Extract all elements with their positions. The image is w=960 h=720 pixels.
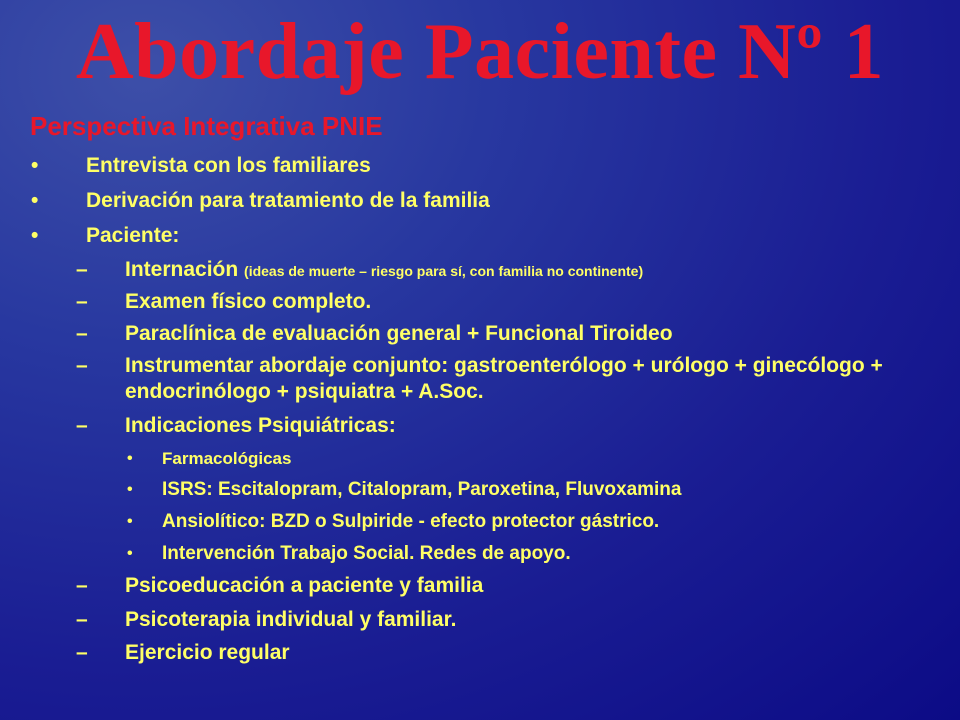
sub-sub-item bbox=[127, 510, 660, 534]
sub-item-text: Psicoeducación a paciente y familia bbox=[125, 574, 484, 597]
sub-sub-item bbox=[127, 542, 571, 566]
sub-item bbox=[76, 289, 372, 315]
sub-item bbox=[76, 321, 673, 347]
bullet-item bbox=[31, 223, 180, 249]
slide-title: Abordaje Paciente Nº 1 bbox=[75, 8, 885, 96]
dash-marker: – bbox=[76, 641, 88, 664]
sub-item-text: Examen físico completo. bbox=[125, 290, 372, 313]
sub-sub-item-text: Farmacológicas bbox=[162, 449, 292, 468]
dash-marker: – bbox=[76, 322, 88, 345]
bullet-item bbox=[31, 188, 490, 214]
sub-item-text: Ejercicio regular bbox=[125, 641, 290, 664]
bullet-marker: • bbox=[31, 154, 39, 177]
bullet-marker: • bbox=[127, 545, 133, 562]
bullet-text: Derivación para tratamiento de la familia bbox=[86, 189, 490, 212]
bullet-marker: • bbox=[127, 513, 133, 530]
sub-sub-item-text: ISRS: Escitalopram, Citalopram, Paroxetina, Fluvoxamina bbox=[162, 479, 682, 500]
sub-item-text: Psicoterapia individual y familiar. bbox=[125, 608, 457, 631]
bullet-marker: • bbox=[31, 224, 39, 247]
sub-item-note: (ideas de muerte – riesgo para sí, con familia no continente) bbox=[244, 263, 644, 279]
bullet-marker: • bbox=[127, 481, 133, 498]
sub-sub-item bbox=[127, 447, 292, 471]
sub-item bbox=[76, 607, 457, 633]
dash-marker: – bbox=[76, 290, 88, 313]
bullet-text: Entrevista con los familiares bbox=[86, 154, 371, 177]
sub-item bbox=[76, 257, 644, 284]
bullet-marker: • bbox=[127, 450, 133, 467]
sub-item-text: Instrumentar abordaje conjunto: gastroenterólogo + urólogo + ginecólogo + endocrinólogo + psiquiatra + A.Soc. bbox=[125, 354, 883, 403]
dash-marker: – bbox=[76, 574, 88, 597]
dash-marker: – bbox=[76, 608, 88, 631]
sub-item bbox=[76, 353, 935, 405]
slide-subtitle: Perspectiva Integrativa PNIE bbox=[30, 111, 383, 141]
sub-item-text: Internación bbox=[125, 258, 239, 281]
bullet-marker: • bbox=[31, 189, 39, 212]
dash-marker: – bbox=[76, 414, 88, 437]
sub-item-text: Paraclínica de evaluación general + Funcional Tiroideo bbox=[125, 322, 673, 345]
sub-item bbox=[76, 573, 484, 599]
sub-item-text: Indicaciones Psiquiátricas: bbox=[125, 414, 396, 437]
bullet-text: Paciente: bbox=[86, 224, 180, 247]
sub-sub-item-text: Intervención Trabajo Social. Redes de apoyo. bbox=[162, 543, 571, 564]
sub-sub-item bbox=[127, 478, 682, 502]
dash-marker: – bbox=[76, 354, 88, 377]
sub-sub-item-text: Ansiolítico: BZD o Sulpiride - efecto protector gástrico. bbox=[162, 511, 660, 532]
dash-marker: – bbox=[76, 258, 88, 281]
sub-item bbox=[76, 640, 290, 666]
sub-item bbox=[76, 413, 396, 439]
bullet-item bbox=[31, 153, 371, 179]
